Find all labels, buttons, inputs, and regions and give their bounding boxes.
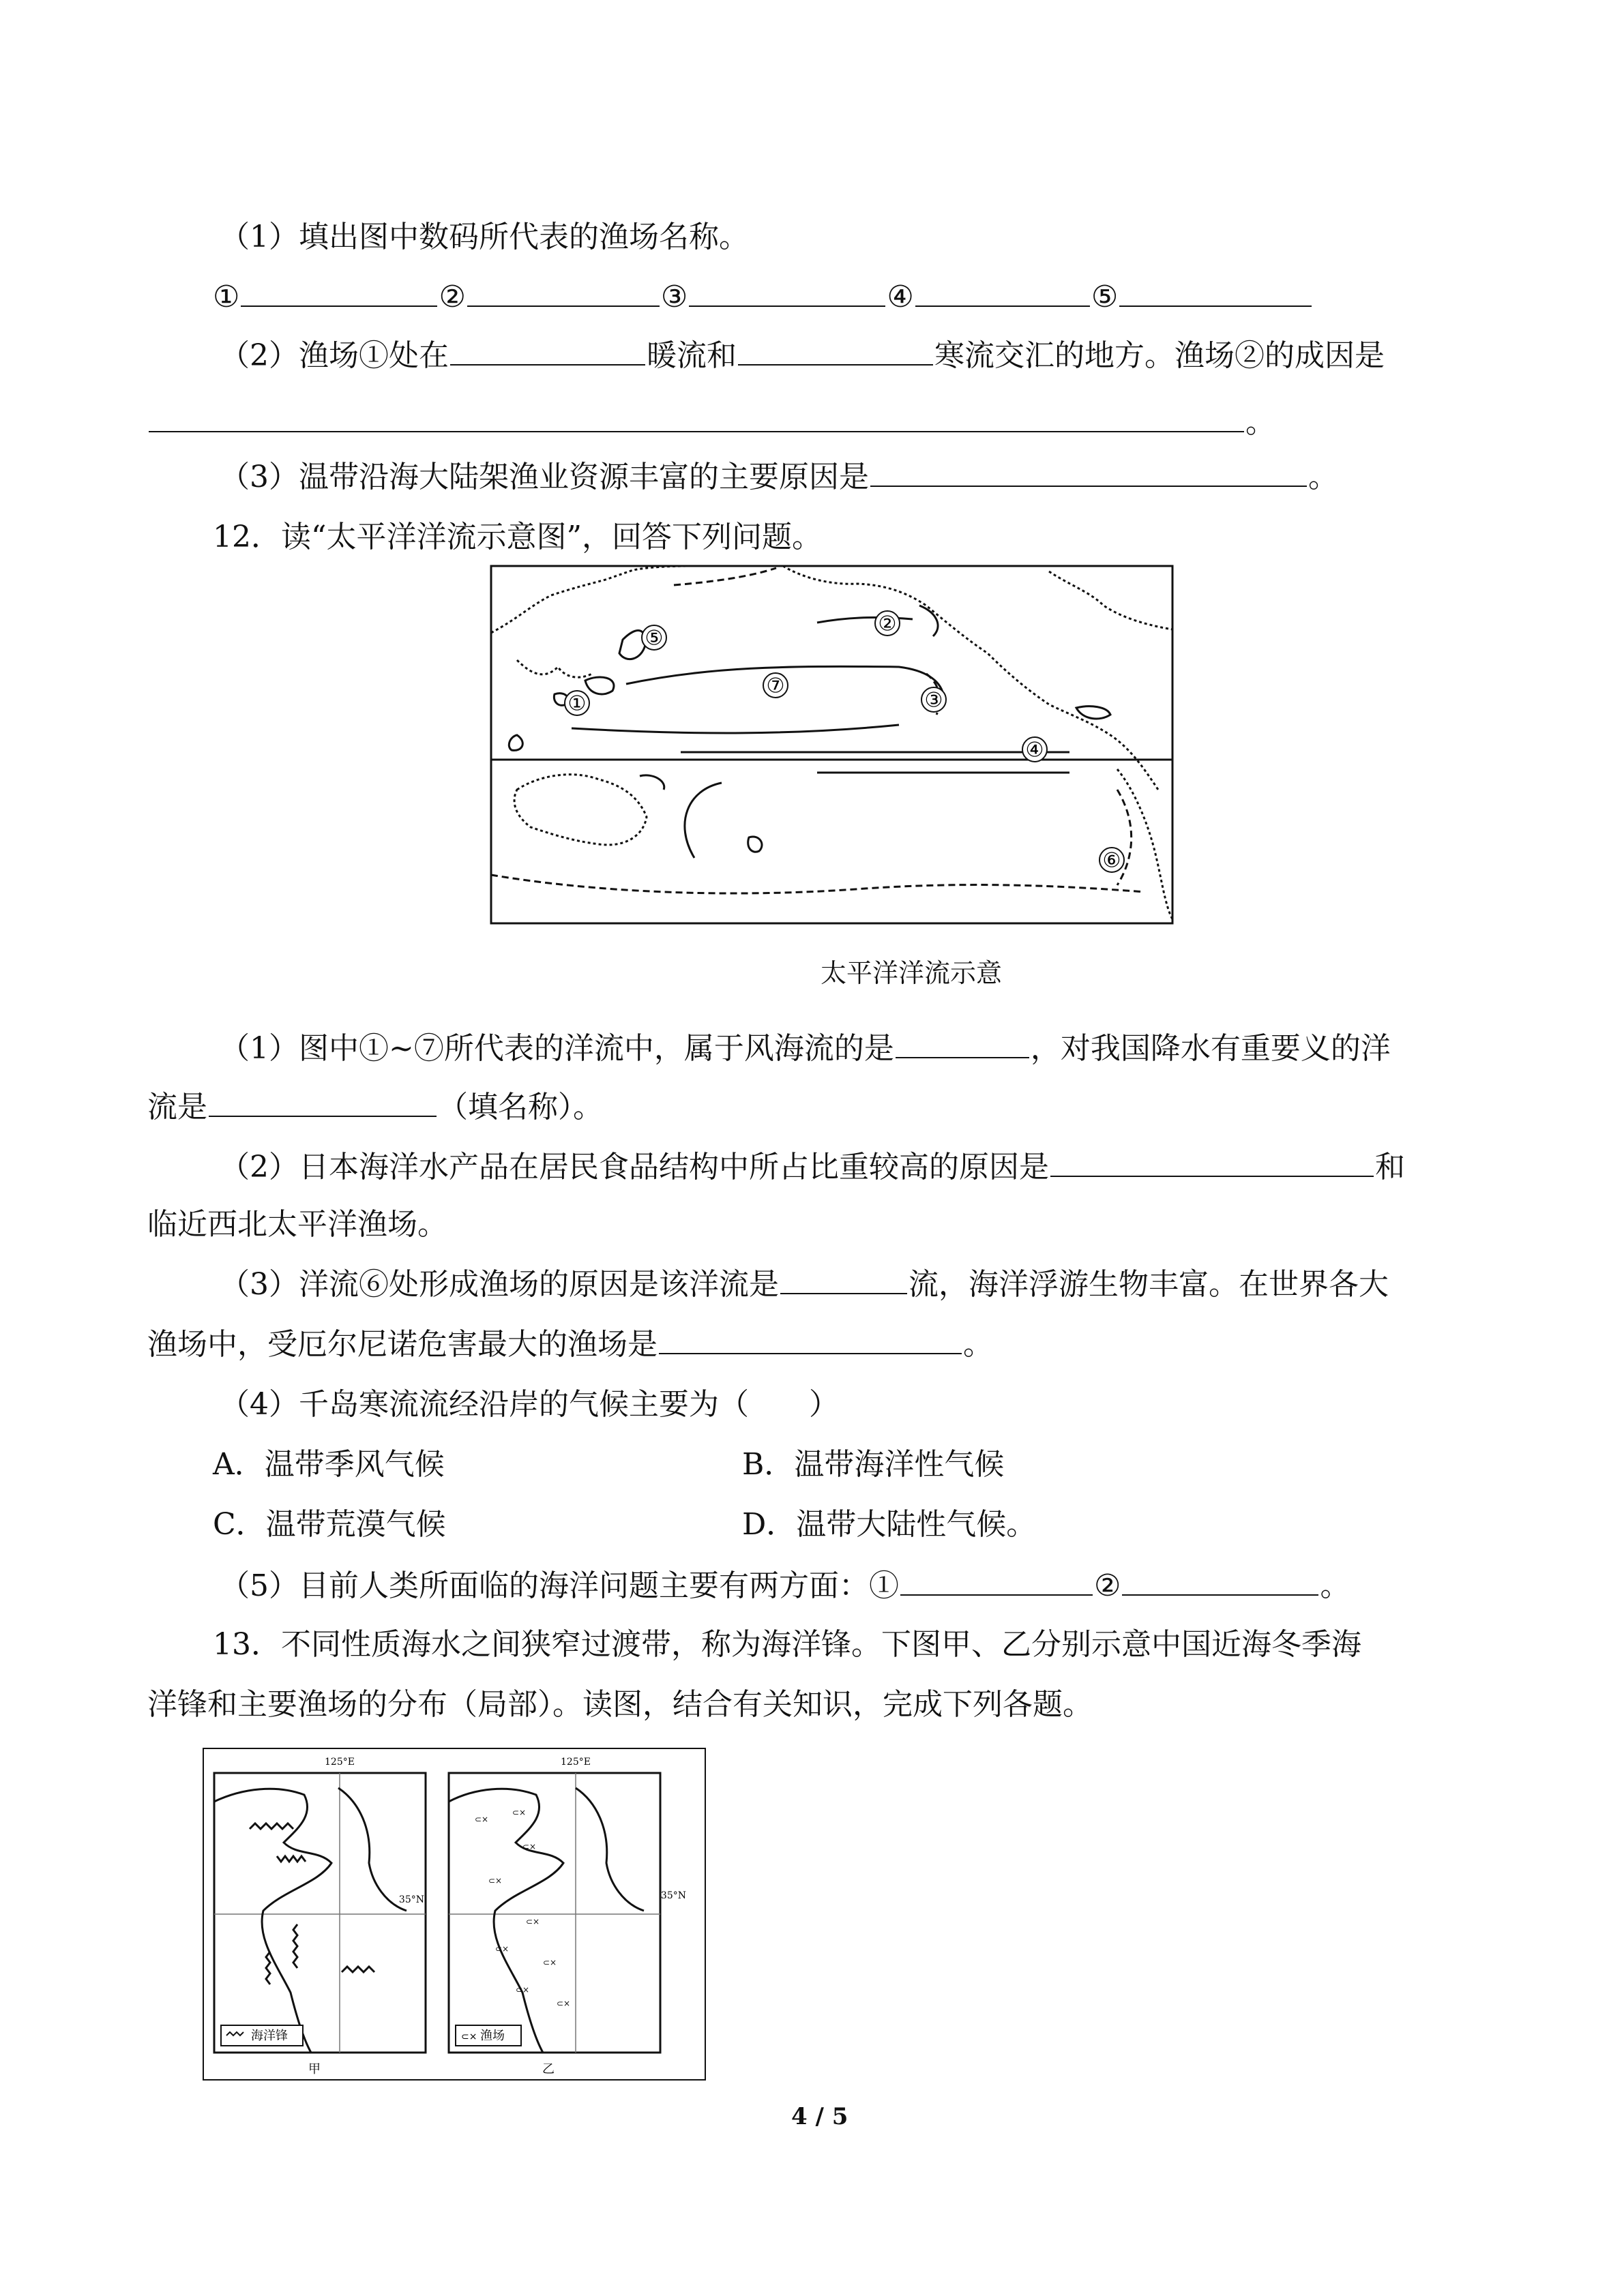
q13-intro-1 bbox=[213, 1624, 1361, 1665]
map-label-4: ④ bbox=[1025, 738, 1044, 762]
text: 。 bbox=[1320, 1568, 1350, 1603]
blank-4[interactable] bbox=[915, 275, 1090, 307]
svg-text:⊂×: ⊂× bbox=[516, 1985, 530, 1995]
text: （3）温带沿海大陆架渔业资源丰富的主要原因是 bbox=[220, 460, 869, 494]
legend-ocean-front: 海洋锋 bbox=[251, 2029, 288, 2043]
china-sea-maps bbox=[202, 1747, 707, 2081]
q12-option-b[interactable] bbox=[742, 1444, 1004, 1485]
map-label-1: ① bbox=[567, 691, 587, 716]
map-label-6: ⑥ bbox=[1102, 848, 1121, 873]
svg-text:⊂×: ⊂× bbox=[488, 1876, 503, 1885]
q12-part2-cont bbox=[147, 1204, 447, 1245]
map-label-5: ⑤ bbox=[645, 626, 664, 651]
map-label-3: ③ bbox=[924, 688, 943, 713]
text: 暖流和 bbox=[647, 338, 737, 373]
map-caption: 太平洋洋流示意 bbox=[821, 958, 1003, 988]
blank-3[interactable] bbox=[689, 275, 885, 307]
map-label-2: ② bbox=[878, 612, 897, 636]
svg-text:⊂×: ⊂× bbox=[522, 1842, 537, 1851]
q12-option-a[interactable] bbox=[213, 1444, 445, 1485]
text: （2）日本海洋水产品在居民食品结构中所占比重较高的原因是 bbox=[220, 1150, 1049, 1184]
svg-text:⊂×: ⊂× bbox=[461, 2031, 477, 2042]
blank-ocean-issue-1[interactable] bbox=[900, 1564, 1093, 1596]
map-a-longitude: 125°E bbox=[325, 1757, 355, 1768]
text: 寒流交汇的地方。渔场②的成因是 bbox=[934, 338, 1385, 373]
q12-part3 bbox=[220, 1263, 1389, 1305]
text: 。 bbox=[1308, 460, 1338, 494]
pacific-current-map bbox=[490, 565, 1174, 925]
text: （4）千岛寒流流经沿岸的气候主要为（ ） bbox=[220, 1387, 839, 1422]
blank-5[interactable] bbox=[1119, 275, 1312, 307]
text: （填名称）。 bbox=[438, 1090, 603, 1124]
text: 12．读“太平洋洋流示意图”，回答下列问题。 bbox=[213, 520, 822, 554]
blank-1[interactable] bbox=[241, 275, 437, 307]
china-sea-maps-svg bbox=[202, 1747, 707, 2081]
q11-part1 bbox=[220, 217, 749, 258]
text: C．温带荒漠气候 bbox=[213, 1507, 446, 1542]
q11-answer-row bbox=[213, 275, 1313, 318]
text: 。 bbox=[1245, 405, 1275, 440]
text: 渔场中，受厄尔尼诺危害最大的渔场是 bbox=[147, 1327, 658, 1362]
q12-part1 bbox=[220, 1027, 1391, 1069]
blank-warm-current[interactable] bbox=[450, 334, 645, 366]
text: D．温带大陆性气候。 bbox=[742, 1507, 1037, 1542]
blank-wind-current[interactable] bbox=[896, 1027, 1029, 1058]
q12-option-c[interactable] bbox=[213, 1504, 446, 1545]
text: 和 bbox=[1375, 1150, 1405, 1184]
text: 流是 bbox=[147, 1090, 207, 1124]
text: 13．不同性质海水之间狭窄过渡带，称为海洋锋。下图甲、乙分别示意中国近海冬季海 bbox=[213, 1627, 1361, 1662]
svg-text:⊂×: ⊂× bbox=[495, 1944, 510, 1954]
q11-part3 bbox=[220, 456, 1338, 498]
q12-intro bbox=[213, 517, 822, 558]
q13-intro-2 bbox=[147, 1684, 1093, 1725]
text: ② bbox=[1094, 1568, 1121, 1603]
q12-part1-cont bbox=[147, 1086, 603, 1128]
blank-reason[interactable] bbox=[870, 456, 1307, 487]
q11-part2 bbox=[220, 334, 1385, 376]
marker-4: ④ bbox=[887, 280, 914, 314]
svg-text:⊂×: ⊂× bbox=[475, 1815, 489, 1824]
blank-2[interactable] bbox=[467, 275, 660, 307]
blank-el-nino-fishery[interactable] bbox=[659, 1323, 962, 1354]
blank-cause[interactable] bbox=[149, 401, 1244, 432]
text: （3）洋流⑥处形成渔场的原因是该洋流是 bbox=[220, 1267, 779, 1302]
map-b-longitude: 125°E bbox=[561, 1757, 591, 1768]
text: B．温带海洋性气候 bbox=[742, 1447, 1005, 1482]
blank-cold-current[interactable] bbox=[738, 334, 933, 366]
blank-rain-current[interactable] bbox=[209, 1086, 437, 1117]
marker-2: ② bbox=[439, 280, 466, 314]
text: A．温带季风气候 bbox=[213, 1447, 445, 1482]
blank-current-type[interactable] bbox=[780, 1263, 907, 1294]
q12-part2 bbox=[220, 1146, 1405, 1188]
text: （1）填出图中数码所代表的渔场名称。 bbox=[220, 220, 749, 254]
text: 洋锋和主要渔场的分布（局部）。读图，结合有关知识，完成下列各题。 bbox=[147, 1687, 1093, 1722]
blank-ocean-issue-2[interactable] bbox=[1122, 1564, 1318, 1596]
text: 临近西北太平洋渔场。 bbox=[147, 1207, 447, 1242]
legend-fishery: 渔场 bbox=[480, 2029, 505, 2043]
text: ，对我国降水有重要义的洋 bbox=[1030, 1031, 1391, 1066]
marker-1: ① bbox=[213, 280, 240, 314]
svg-text:⊂×: ⊂× bbox=[557, 1999, 571, 2008]
pacific-current-map-svg bbox=[490, 565, 1174, 925]
map-a-latitude: 35°N bbox=[398, 1894, 424, 1905]
q12-part4 bbox=[220, 1384, 839, 1425]
marker-3: ③ bbox=[660, 280, 688, 314]
map-b-latitude: 35°N bbox=[660, 1890, 686, 1901]
q11-part2-cont bbox=[147, 401, 1275, 443]
svg-text:⊂×: ⊂× bbox=[543, 1958, 557, 1967]
map-b-label: 乙 bbox=[542, 2062, 555, 2076]
text: （5）目前人类所面临的海洋问题主要有两方面：① bbox=[220, 1568, 899, 1603]
q12-part5 bbox=[220, 1564, 1350, 1607]
text: 。 bbox=[963, 1327, 993, 1362]
text: （1）图中①~⑦所代表的洋流中，属于风海流的是 bbox=[220, 1031, 894, 1066]
map-label-7: ⑦ bbox=[766, 674, 785, 698]
text: 流，海洋浮游生物丰富。在世界各大 bbox=[909, 1267, 1389, 1302]
svg-text:⊂×: ⊂× bbox=[512, 1808, 527, 1817]
text: （2）渔场①处在 bbox=[220, 338, 449, 373]
blank-japan-reason[interactable] bbox=[1050, 1146, 1374, 1177]
q12-option-d[interactable] bbox=[742, 1504, 1036, 1545]
marker-5: ⑤ bbox=[1091, 280, 1119, 314]
svg-text:⊂×: ⊂× bbox=[526, 1917, 540, 1926]
map-a-label: 甲 bbox=[308, 2062, 321, 2076]
q12-part3-cont bbox=[147, 1323, 993, 1365]
page-number: 4 / 5 bbox=[791, 2103, 848, 2130]
